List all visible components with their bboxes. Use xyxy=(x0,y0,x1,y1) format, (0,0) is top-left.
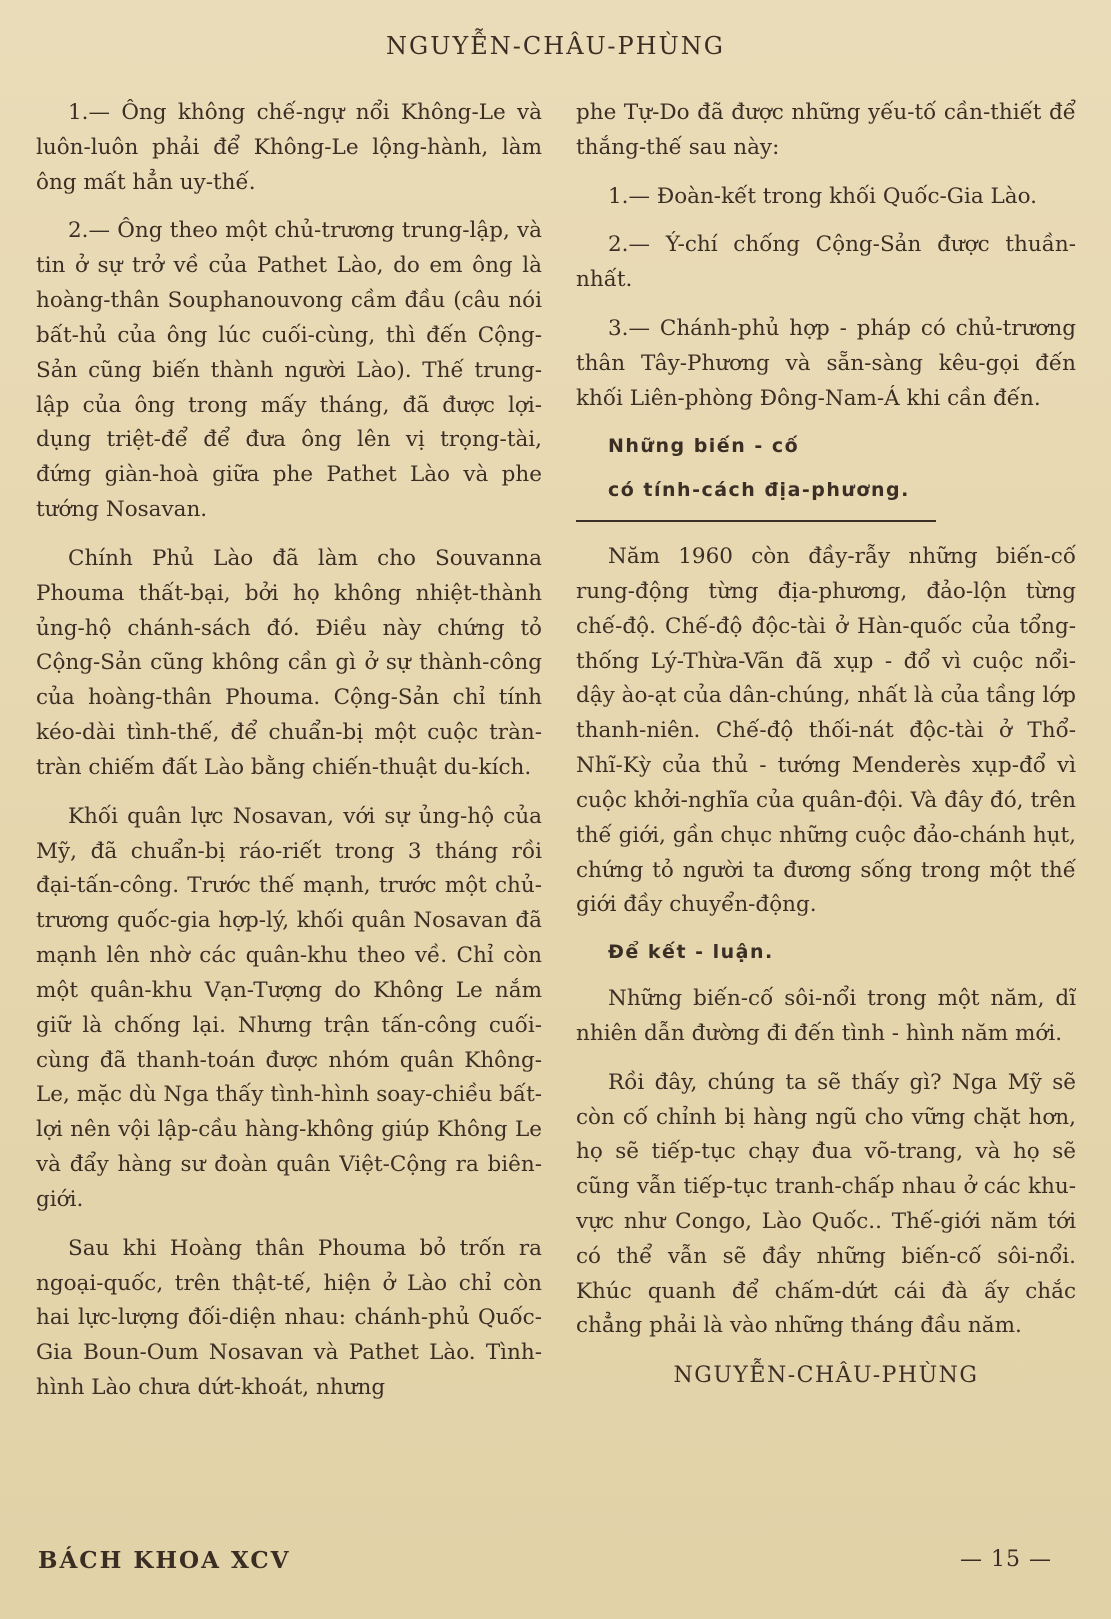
body-paragraph: Khối quân lực Nosavan, với sự ủng-hộ của Mỹ, đã chuẩn-bị ráo-riết trong 3 tháng rồi đại-tấn-công. Trước thế mạnh, trước một chủ-trương quốc-gia hợp-lý, khối quân Nosavan đã mạnh lên nhờ các quân-khu theo về. Chỉ còn một quân-khu Vạn-Tượng do Không Le nắm giữ là chống lại. Nhưng trận tấn-công cuối-cùng đã thanh-toán được nhóm quân Không-Le, mặc dù Nga thấy tình-hình soay-chiều bất-lợi nên vội lập-cầu hàng-không giúp Không Le và đẩy hàng sư đoàn quân Việt-Cộng ra biên-giới. xyxy=(36,803,542,1212)
body-paragraph: Năm 1960 còn đầy-rẫy những biến-cố rung-động từng địa-phương, đảo-lộn từng chế-độ. Chế-độ độc-tài ở Hàn-quốc của tổng-thống Lý-Thừa-Vãn đã xụp - đổ vì cuộc nổi-dậy ào-ạt của dân-chúng, nhất là của tầng lớp thanh-niên. Chế-độ thối-nát độc-tài ở Thổ-Nhĩ-Kỳ của thủ - tướng Menderès xụp-đổ vì cuộc khởi-nghĩa của quân-đội. Và đây đó, trên thế giới, gần chục những cuộc đảo-chánh hụt, chứng tỏ người ta đương sống trong một thế giới đầy chuyển-động. xyxy=(576,544,1076,918)
body-paragraph: Rồi đây, chúng ta sẽ thấy gì? Nga Mỹ sẽ còn cố chỉnh bị hàng ngũ cho vững chặt hơn, họ sẽ tiếp-tục chạy đua võ-trang, và họ sẽ cũng vẫn tiếp-tục tranh-chấp nhau ở các khu-vực như Congo, Lào Quốc.. Thế-giới năm tới có thể vẫn sẽ đầy những biến-cố sôi-nổi. Khúc quanh để chấm-dứt cái đà ấy chắc chẳng phải là vào những tháng đầu năm. xyxy=(576,1069,1076,1339)
list-item: 2.— Ý-chí chống Cộng-Sản được thuần-nhất. xyxy=(576,232,1076,293)
left-column xyxy=(36,96,542,1420)
list-item: 3.— Chánh-phủ hợp - pháp có chủ-trương thân Tây-Phương và sẵn-sàng kêu-gọi đến khối Liên-phòng Đông-Nam-Á khi cần đến. xyxy=(576,316,1076,411)
body-paragraph: Sau khi Hoàng thân Phouma bỏ trốn ra ngoại-quốc, trên thật-tế, hiện ở Lào chỉ còn hai lực-lượng đối-diện nhau: chánh-phủ Quốc-Gia Boun-Oum Nosavan và Pathet Lào. Tình-hình Lào chưa dứt-khoát, nhưng xyxy=(36,1235,542,1400)
author-signature: NGUYỄN-CHÂU-PHÙNG xyxy=(673,1363,979,1389)
section-heading: có tính-cách địa-phương. xyxy=(608,479,910,502)
point-2-paragraph: 2.— Ông theo một chủ-trương trung-lập, và tin ở sự trở về của Pathet Lào, do em ông là hoàng-thân Souphanouvong cầm đầu (câu nói bất-hủ của ông lúc cuối-cùng, thì đến Cộng-Sản cũng biến thành người Lào). Thế trung-lập của ông trong mấy tháng, đã được lợi-dụng triệt-để để đưa ông lên vị trọng-tài, đứng giàn-hoà giữa phe Pathet Lào và phe tướng Nosavan. xyxy=(36,218,542,523)
body-paragraph: Những biến-cố sôi-nổi trong một năm, dĩ nhiên dẫn đường đi đến tình - hình năm mới. xyxy=(576,986,1076,1046)
point-1-paragraph: 1.— Ông không chế-ngự nổi Không-Le và luôn-luôn phải để Không-Le lộng-hành, làm ông mất hẳn uy-thế. xyxy=(36,100,542,195)
section-heading: Những biến - cố xyxy=(608,434,800,457)
heading-underline xyxy=(576,520,936,522)
magazine-footer: BÁCH KHOA XCV xyxy=(38,1547,291,1574)
page-header-author: NGUYỄN-CHÂU-PHÙNG xyxy=(386,32,725,60)
page-number: — 15 — xyxy=(960,1547,1052,1572)
continuation-paragraph: phe Tự-Do đã được những yếu-tố cần-thiết để thắng-thế sau này: xyxy=(576,100,1076,160)
right-column xyxy=(576,96,1076,1394)
list-item: 1.— Đoàn-kết trong khối Quốc-Gia Lào. xyxy=(608,183,1037,209)
section-heading: Để kết - luận. xyxy=(608,941,774,964)
body-paragraph: Chính Phủ Lào đã làm cho Souvanna Phouma thất-bại, bởi họ không nhiệt-thành ủng-hộ chánh-sách đó. Điều này chứng tỏ Cộng-Sản cũng không cần gì ở sự thành-công của hoàng-thân Phouma. Cộng-Sản chỉ tính kéo-dài tình-thế, để chuẩn-bị một cuộc tràn-tràn chiếm đất Lào bằng chiến-thuật du-kích. xyxy=(36,545,542,780)
